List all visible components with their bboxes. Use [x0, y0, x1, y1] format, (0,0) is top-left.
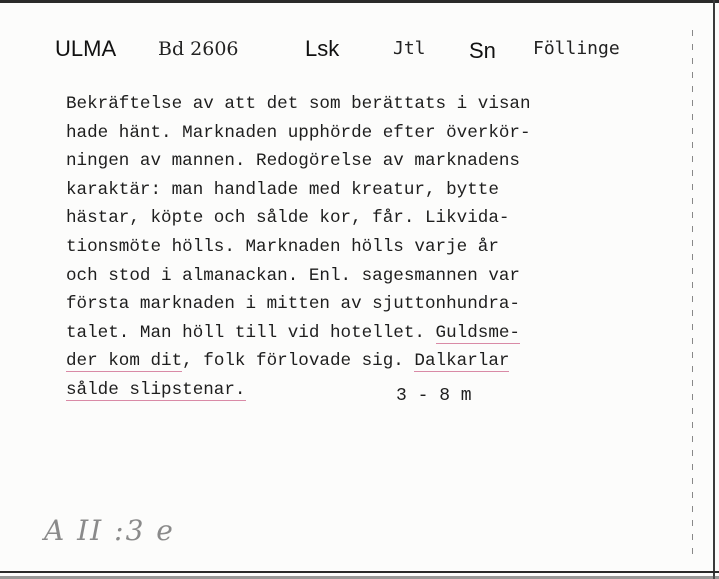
underlined-text: Dalkarlar: [414, 351, 510, 372]
text-line: [66, 347, 686, 376]
text-line: ningen av mannen. Redogörelse av marknadens: [66, 151, 520, 172]
card-bottom-edge: [0, 571, 719, 573]
landskap-label: Lsk: [305, 36, 340, 61]
landskap-value: Jtl: [393, 38, 426, 59]
text-segment: talet. Man höll till vid hotellet.: [66, 322, 436, 343]
text-line: första marknaden i mitten av sjuttonhundra-: [66, 294, 520, 315]
text-line: [66, 376, 686, 405]
text-line: [66, 319, 686, 348]
text-line: Bekräftelse av att det som berättats i visan: [66, 94, 531, 114]
text-line: hade hänt. Marknaden upphörde efter överkör-: [66, 122, 531, 143]
socken-label: Sn: [469, 38, 496, 63]
text-segment: , folk förlovade sig.: [182, 351, 415, 372]
pencil-annotation: A II :3 e: [44, 514, 175, 547]
underlined-text: der kom dit: [66, 351, 183, 372]
underlined-text: sålde slipstenar.: [66, 379, 246, 400]
socken-value: Föllinge: [533, 38, 620, 59]
card-right-guide: [692, 30, 693, 560]
text-line: och stod i almanackan. Enl. sagesmannen var: [66, 265, 520, 286]
card-right-edge: [713, 0, 715, 579]
text-line: tionsmöte hölls. Marknaden hölls varje år: [66, 236, 499, 257]
text-line: karaktär: man handlade med kreatur, bytte: [66, 179, 499, 200]
card-top-edge: [0, 0, 719, 3]
underlined-text: Guldsme-: [435, 322, 520, 343]
card-body-text: [66, 90, 686, 405]
card-header: [0, 36, 719, 68]
archive-code: ULMA: [55, 36, 117, 61]
text-line: hästar, köpte och sålde kor, får. Likvida-: [66, 208, 510, 229]
volume-number: Bd 2606: [158, 38, 239, 60]
page-reference: 3 - 8 m: [396, 386, 472, 406]
